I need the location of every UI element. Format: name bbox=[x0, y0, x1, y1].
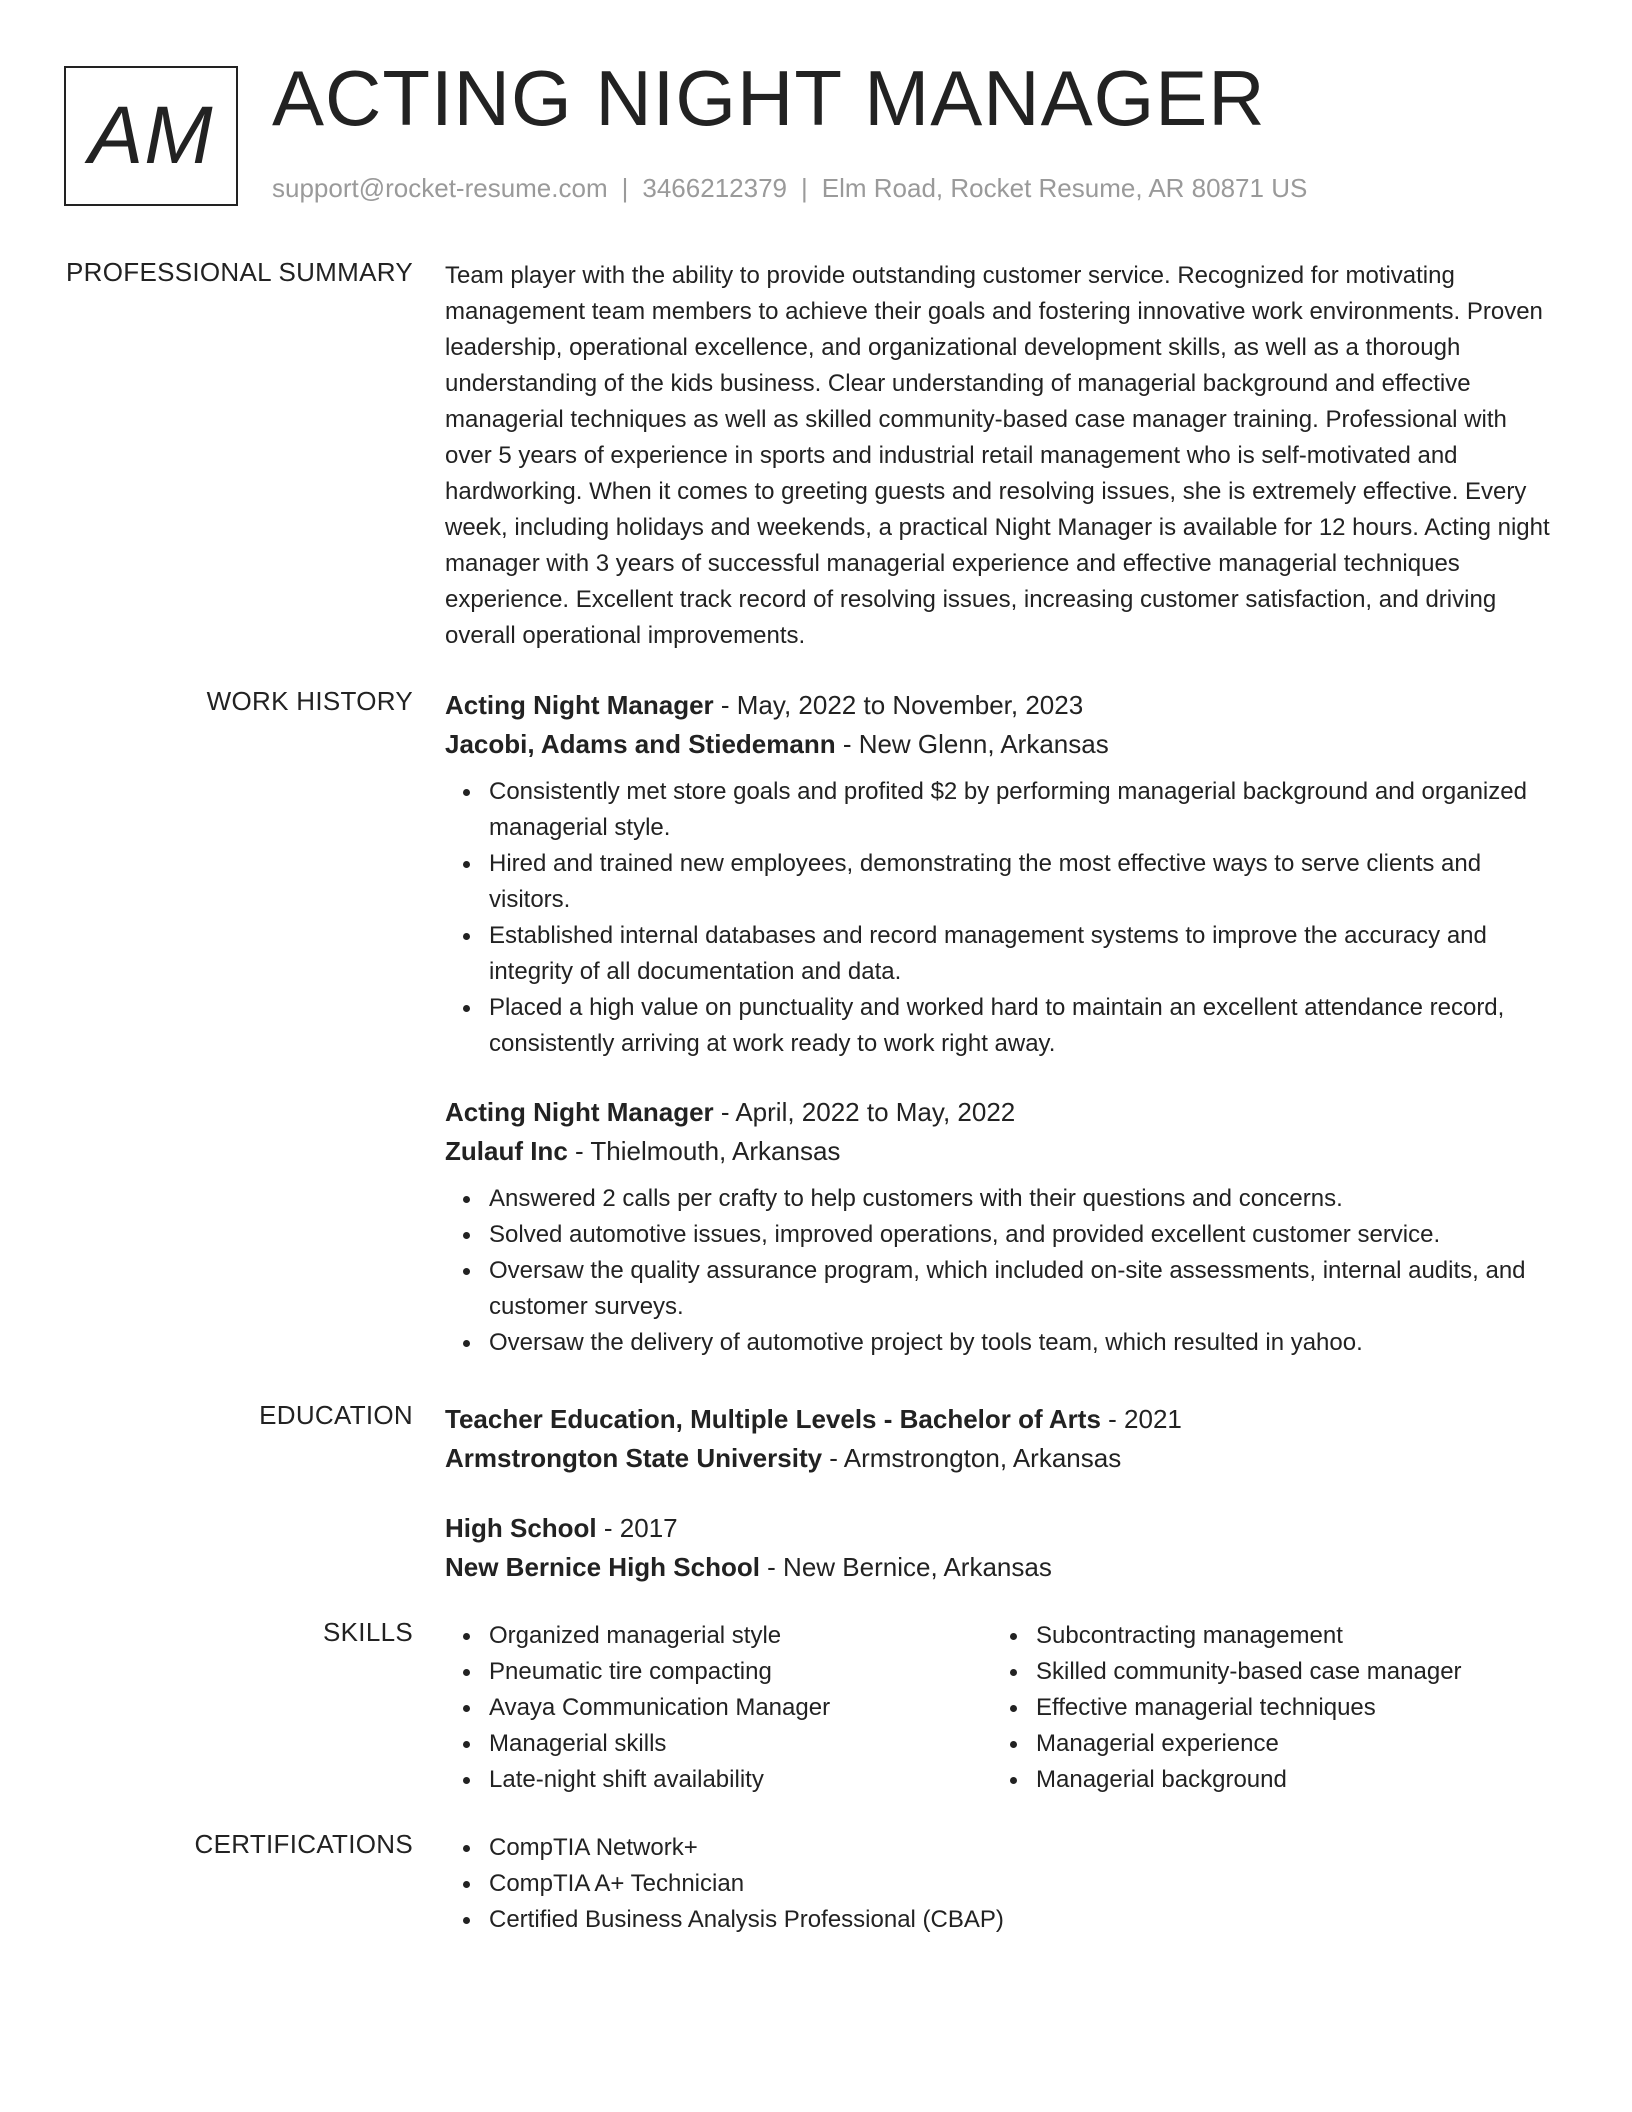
school-location: - New Bernice, Arkansas bbox=[759, 1552, 1052, 1582]
list-item: Oversaw the quality assurance program, which included on-site assessments, internal audits, and customer surveys. bbox=[489, 1253, 1555, 1325]
job-location: - New Glenn, Arkansas bbox=[835, 729, 1109, 759]
list-item: Skilled community-based case manager bbox=[1036, 1654, 1512, 1690]
skills-body bbox=[445, 1618, 1555, 1798]
school-location: - Armstrongton, Arkansas bbox=[822, 1443, 1122, 1473]
list-item: CompTIA A+ Technician bbox=[489, 1866, 1555, 1902]
list-item: Managerial background bbox=[1036, 1762, 1512, 1798]
list-item: Late-night shift availability bbox=[489, 1762, 992, 1798]
school-name: New Bernice High School bbox=[445, 1552, 760, 1582]
education-body bbox=[445, 1400, 1555, 1587]
monogram-logo: AM bbox=[64, 66, 238, 206]
job-company: Zulauf Inc bbox=[445, 1136, 568, 1166]
list-item: Solved automotive issues, improved operations, and provided excellent customer service. bbox=[489, 1217, 1555, 1253]
summary-body bbox=[445, 258, 1555, 654]
school-name: Armstrongton State University bbox=[445, 1443, 823, 1473]
school-line bbox=[445, 1548, 1555, 1587]
section-label: SKILLS bbox=[323, 1617, 413, 1647]
contact-separator: | bbox=[801, 173, 808, 203]
section-label: PROFESSIONAL SUMMARY bbox=[66, 257, 413, 287]
page-title: ACTING NIGHT MANAGER bbox=[272, 54, 1266, 142]
job-dates: - April, 2022 to May, 2022 bbox=[713, 1097, 1016, 1127]
list-item: Answered 2 calls per crafty to help customers with their questions and concerns. bbox=[489, 1181, 1555, 1217]
list-item: Subcontracting management bbox=[1036, 1618, 1512, 1654]
job-location: - Thielmouth, Arkansas bbox=[567, 1136, 841, 1166]
list-item: Organized managerial style bbox=[489, 1618, 992, 1654]
job-title: Acting Night Manager bbox=[445, 690, 714, 720]
list-item: Placed a high value on punctuality and worked hard to maintain an excellent attendance record, consistently arriving at work ready to work right away. bbox=[489, 990, 1555, 1062]
contact-address: Elm Road, Rocket Resume, AR 80871 US bbox=[821, 173, 1308, 203]
job-company-line bbox=[445, 725, 1555, 764]
degree-year: - 2021 bbox=[1100, 1404, 1182, 1434]
list-item: Avaya Communication Manager bbox=[489, 1690, 992, 1726]
skills-list bbox=[445, 1618, 992, 1798]
school-line bbox=[445, 1439, 1555, 1478]
list-item: Pneumatic tire compacting bbox=[489, 1654, 992, 1690]
job-title: Acting Night Manager bbox=[445, 1097, 714, 1127]
job-company: Jacobi, Adams and Stiedemann bbox=[445, 729, 836, 759]
skills-columns bbox=[445, 1618, 1555, 1798]
contact-separator: | bbox=[621, 173, 629, 203]
section-label: CERTIFICATIONS bbox=[194, 1829, 413, 1859]
job-company-line bbox=[445, 1132, 1555, 1171]
education-entry bbox=[445, 1400, 1555, 1478]
list-item: Managerial skills bbox=[489, 1726, 992, 1762]
list-item: Hired and trained new employees, demonstrating the most effective ways to serve clients and visitors. bbox=[489, 846, 1555, 918]
degree-line bbox=[445, 1400, 1555, 1439]
list-item: CompTIA Network+ bbox=[489, 1830, 1555, 1866]
job-title-line bbox=[445, 1093, 1555, 1132]
job-dates: - May, 2022 to November, 2023 bbox=[713, 690, 1084, 720]
list-item: Established internal databases and record management systems to improve the accuracy and integrity of all documentation and data. bbox=[489, 918, 1555, 990]
list-item: Effective managerial techniques bbox=[1036, 1690, 1512, 1726]
summary-text: Team player with the ability to provide outstanding customer service. Recognized for motivating management team members to achieve their goals and fostering innovative work environments. Proven leadership, operational excellence, and organizational development skills, as well as a thorough understanding of the kids business. Clear understanding of managerial background and effective managerial techniques as well as skilled community-based case manager training. Professional with over 5 years of experience in sports and industrial retail management who is self-motivated and hardworking. When it comes to greeting guests and resolving issues, she is extremely effective. Every week, including holidays and weekends, a practical Night Manager is available for 12 hours. Acting night manager with 3 years of successful managerial experience and effective managerial techniques experience. Excellent track record of resolving issues, increasing customer satisfaction, and driving overall operational improvements. bbox=[445, 262, 1550, 649]
job-title-line bbox=[445, 686, 1555, 725]
certifications-list bbox=[445, 1830, 1555, 1938]
contact-phone[interactable]: 3466212379 bbox=[642, 173, 787, 203]
skills-column bbox=[445, 1618, 992, 1798]
list-item: Consistently met store goals and profited $2 by performing managerial background and organized managerial style. bbox=[489, 774, 1555, 846]
skills-list bbox=[992, 1618, 1512, 1798]
list-item: Certified Business Analysis Professional (CBAP) bbox=[489, 1902, 1555, 1938]
degree-year: - 2017 bbox=[596, 1513, 678, 1543]
degree-line bbox=[445, 1509, 1555, 1548]
degree: High School bbox=[445, 1513, 597, 1543]
job-bullets bbox=[445, 774, 1555, 1062]
list-item: Managerial experience bbox=[1036, 1726, 1512, 1762]
skills-column bbox=[992, 1618, 1512, 1798]
section-label: WORK HISTORY bbox=[206, 686, 413, 716]
job-bullets bbox=[445, 1181, 1555, 1361]
job-entry bbox=[445, 1093, 1555, 1361]
contact-email[interactable]: support@rocket-resume.com bbox=[272, 173, 608, 203]
degree: Teacher Education, Multiple Levels - Bachelor of Arts bbox=[445, 1404, 1101, 1434]
job-entry bbox=[445, 686, 1555, 1062]
education-entry bbox=[445, 1509, 1555, 1587]
section-label: EDUCATION bbox=[259, 1400, 413, 1430]
contact-line bbox=[272, 173, 1307, 204]
list-item: Oversaw the delivery of automotive project by tools team, which resulted in yahoo. bbox=[489, 1325, 1555, 1361]
certifications-body bbox=[445, 1830, 1555, 1938]
work-history-body bbox=[445, 686, 1555, 1361]
